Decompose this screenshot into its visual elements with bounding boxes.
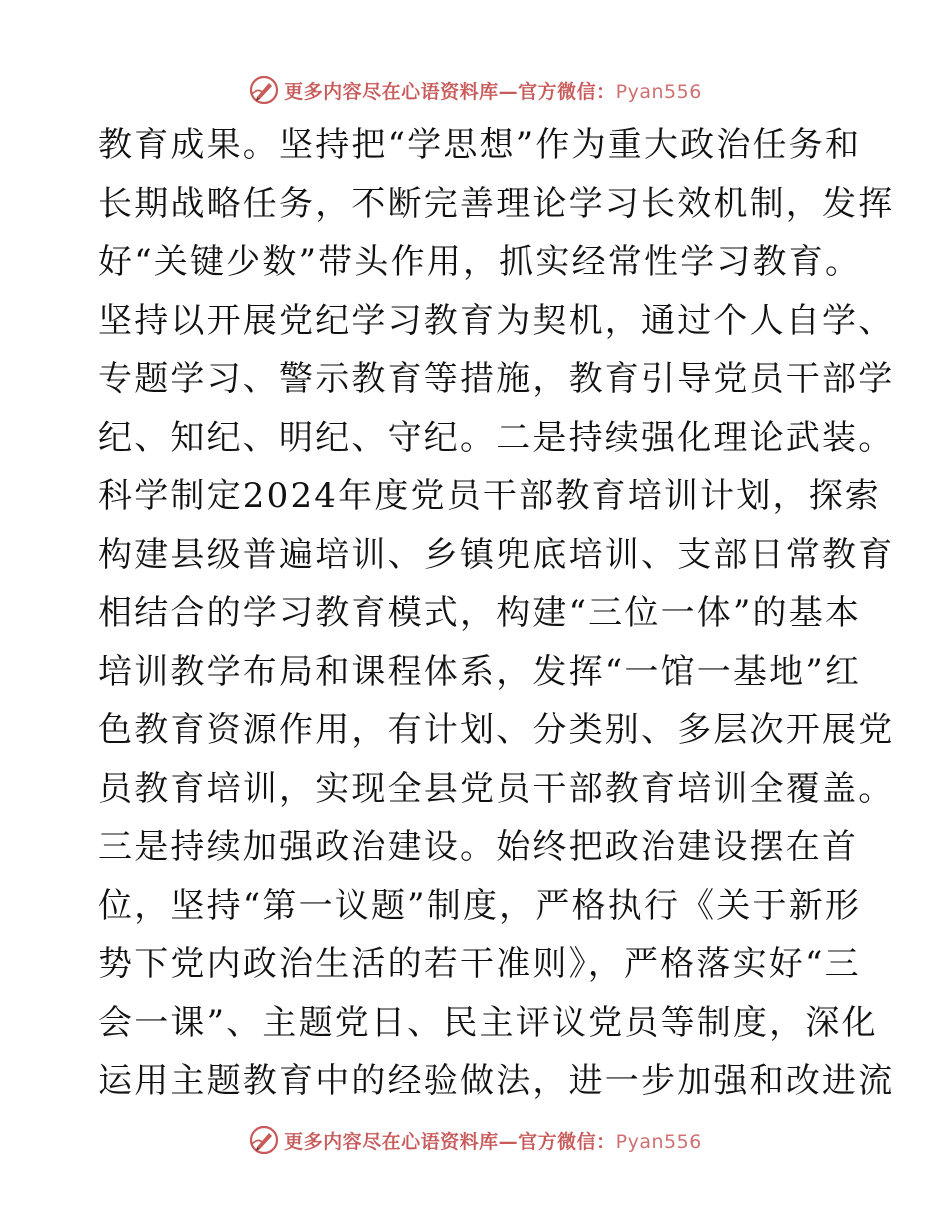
text-line: 长期战略任务，不断完善理论学习长效机制，发挥 (98, 183, 895, 224)
text-line: 好“关键少数”带头作用，抓实经常性学习教育。 (98, 242, 862, 282)
banner-wechat-id: Pyan556 (615, 1130, 702, 1153)
text-line: 运用主题教育中的经验做法，进一步加强和改进流 (98, 1061, 895, 1101)
text-line: 纪、知纪、明纪、守纪。二是持续强化理论武装。 (98, 417, 895, 458)
pen-circle-logo-icon (248, 74, 280, 106)
text-line: 位，坚持“第一议题”制度，严格执行《关于新形 (98, 885, 862, 926)
text-line: 势下党内政治生活的若干准则》，严格落实好“三 (98, 944, 861, 984)
text-line: 相结合的学习教育模式，构建“三位一体”的基本 (98, 593, 862, 633)
text-line: 科学制定2024年度党员干部教育培训计划，探索 (98, 476, 882, 516)
banner-main-text: 更多内容尽在心语资料库—官方微信： (284, 1130, 616, 1153)
banner-wechat-id: Pyan556 (615, 80, 702, 103)
header-banner (0, 70, 950, 110)
text-line: 构建县级普遍培训、乡镇兜底培训、支部日常教育 (98, 534, 895, 575)
text-line: 培训教学布局和课程体系，发挥“一馆一基地”红 (98, 651, 862, 692)
text-line: 员教育培训，实现全县党员干部教育培训全覆盖。 (98, 768, 895, 809)
text-line: 三是持续加强政治建设。始终把政治建设摆在首 (98, 827, 859, 867)
text-line: 专题学习、警示教育等措施，教育引导党员干部学 (98, 359, 895, 399)
footer-banner (0, 1120, 950, 1160)
text-line: 坚持以开展党纪学习教育为契机，通过个人自学、 (98, 300, 895, 341)
banner-text (284, 1127, 702, 1154)
banner-text (284, 77, 702, 104)
pen-circle-logo-icon (248, 1124, 280, 1156)
text-line: 教育成果。坚持把“学思想”作为重大政治任务和 (98, 125, 862, 165)
text-line: 色教育资源作用，有计划、分类别、多层次开展党 (98, 710, 895, 750)
text-line: 会一课”、主题党日、民主评议党员等制度，深化 (98, 1002, 878, 1043)
document-body (98, 116, 895, 1111)
banner-main-text: 更多内容尽在心语资料库—官方微信： (284, 80, 616, 103)
